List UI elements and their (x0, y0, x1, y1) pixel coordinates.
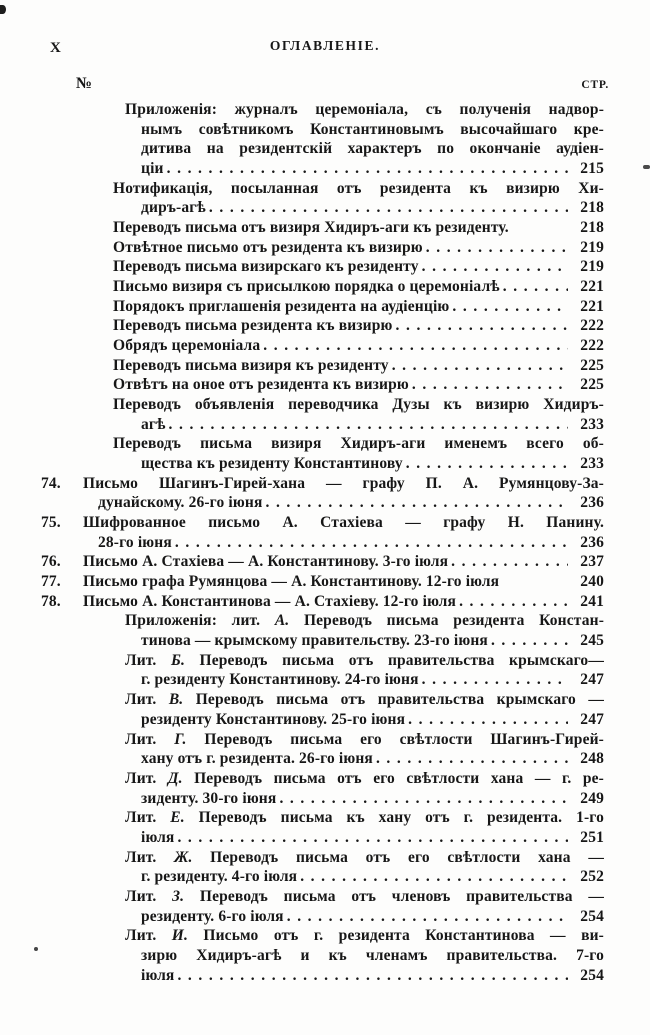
toc-row (0, 120, 650, 140)
toc-row (0, 533, 650, 553)
page-number: 237 (580, 553, 604, 571)
dot-leader (396, 316, 568, 336)
entry-text: Отвѣтъ на оное отъ резидента къ визирю (113, 376, 409, 394)
toc-row (0, 690, 650, 710)
toc-row (0, 100, 650, 120)
page-number: 245 (580, 632, 604, 650)
entry-number: 75. (41, 514, 61, 532)
entry-text-segment: Лит. (125, 809, 171, 827)
toc-row (0, 238, 650, 258)
column-label-number: № (76, 75, 93, 92)
dot-leader (452, 297, 568, 317)
entry-text: іюля (141, 828, 175, 846)
toc-row (0, 552, 650, 572)
entry-text-segment: Переводъ письма отъ правительства крымскаго — (183, 691, 604, 709)
dot-leader (412, 375, 568, 395)
entry-number: 78. (41, 592, 61, 610)
scan-speck (0, 5, 6, 14)
entry-text (125, 691, 604, 708)
entry-text-segment: Лит. (125, 887, 173, 905)
entry-text: Переводъ письма отъ визиря Хидиръ-аги къ резиденту. (113, 219, 509, 237)
page-number: 218 (580, 219, 604, 237)
scan-speck (643, 165, 650, 169)
dot-leader (392, 356, 568, 376)
page-number: 252 (580, 868, 604, 886)
entry-text (125, 849, 604, 866)
toc-row (0, 572, 650, 592)
dot-leader (175, 533, 568, 553)
entry-text: г. резиденту Константинову. 24-го іюня (141, 671, 419, 689)
entry-number: 77. (41, 573, 61, 591)
entry-text (125, 888, 604, 905)
toc-row (0, 297, 650, 317)
toc-row (0, 592, 650, 612)
dot-leader (503, 277, 568, 297)
entry-text-segment: Переводъ письма его свѣтлости Шагинъ-Гирей- (186, 730, 604, 748)
entry-text (125, 612, 604, 629)
entry-text: Письмо визиря съ присылкою порядка о церемоніалѣ (113, 278, 500, 296)
entry-text (125, 731, 604, 748)
page-number: 218 (580, 199, 604, 217)
page-number: 233 (580, 415, 604, 433)
entry-text: дитива на резидентскій характеръ по окончаніе аудіен- (141, 140, 604, 158)
entry-text-segment: Лит. (125, 691, 169, 709)
toc-row (0, 946, 650, 966)
dot-leader (422, 670, 568, 690)
page-number: 247 (580, 710, 604, 728)
entry-text: Письмо Шагинъ-Гирей-хана — графу П. А. Румянцову-За- (83, 474, 604, 492)
toc-row (0, 336, 650, 356)
appendix-letter: Г. (174, 730, 187, 748)
dot-leader (177, 828, 568, 848)
entry-text: Переводъ объявленія переводчика Дузы къ визирю Хидиръ- (113, 396, 604, 414)
entry-text-segment: Лит. (125, 730, 175, 748)
dot-leader (279, 789, 568, 809)
appendix-letter: И. (171, 927, 189, 945)
toc-row (0, 887, 650, 907)
toc-row (0, 828, 650, 848)
entry-text: Шифрованное письмо А. Стахіева — графу Н. Панину. (83, 514, 604, 532)
appendix-letter: Д. (167, 769, 183, 787)
page-number: 222 (580, 317, 604, 335)
toc-row (0, 356, 650, 376)
entry-text: щества къ резиденту Константинову (141, 455, 403, 473)
toc-row (0, 513, 650, 533)
toc-row (0, 179, 650, 199)
toc-row (0, 218, 650, 238)
entry-text: Приложенія: журналъ церемоніала, съ полученія надвор- (125, 101, 604, 118)
entry-text: агѣ (141, 415, 166, 433)
entry-text (125, 770, 604, 787)
dot-leader (459, 592, 568, 612)
appendix-letter: Б. (170, 651, 185, 669)
dot-leader (209, 198, 568, 218)
dot-leader (422, 257, 568, 277)
entry-text-segment: Лит. (125, 927, 172, 945)
toc-row (0, 651, 650, 671)
toc-row (0, 808, 650, 828)
page-number: 251 (580, 828, 604, 846)
toc-row (0, 159, 650, 179)
dot-leader (451, 552, 568, 572)
entry-text: зиденту. 30-го іюня (141, 789, 277, 807)
toc-row (0, 611, 650, 631)
entry-text: Переводъ письма визиря къ резиденту (113, 356, 389, 374)
appendix-letter: Ж. (174, 848, 193, 866)
entry-text: Письмо А. Константинова — А. Стахіеву. 12-го іюля (83, 592, 457, 610)
entry-text: резиденту Константинову. 25-го іюня (141, 710, 406, 728)
toc-row (0, 198, 650, 218)
dot-leader (167, 159, 568, 179)
toc-row (0, 749, 650, 769)
toc-row (0, 316, 650, 336)
dot-leader (265, 493, 568, 513)
entry-text: Письмо А. Стахіева — А. Константинову. 3-го іюля (83, 553, 449, 571)
dot-leader (287, 907, 568, 927)
page-folio: X (50, 40, 62, 56)
toc-row (0, 966, 650, 986)
entry-text: диръ-агѣ (141, 199, 206, 217)
dot-leader (169, 415, 568, 435)
toc-row (0, 769, 650, 789)
page-number: 225 (580, 376, 604, 394)
page-number: 241 (580, 592, 604, 610)
column-label-page: СТР. (581, 79, 609, 91)
appendix-letter: В. (168, 691, 184, 709)
toc-row (0, 493, 650, 513)
entry-text: Переводъ письма резидента къ визирю (113, 317, 393, 335)
dot-leader (263, 336, 568, 356)
page-number: 249 (580, 789, 604, 807)
entry-text-segment: Лит. (125, 769, 168, 787)
toc-row (0, 395, 650, 415)
entry-text-segment: Письмо отъ г. резидента Константинова — ви- (188, 927, 604, 945)
page-number: 221 (580, 297, 604, 315)
entry-text: Переводъ письма визиря Хидиръ-аги именемъ всего об- (113, 435, 604, 453)
page-number: 225 (580, 356, 604, 374)
page-number: 240 (580, 573, 604, 591)
dot-leader (300, 867, 568, 887)
page-number: 247 (580, 671, 604, 689)
entry-text (125, 927, 604, 944)
entry-text: нымъ совѣтникомъ Константиновымъ высочайшаго кре- (141, 120, 604, 138)
entry-number: 74. (41, 474, 61, 492)
entry-text: Обрядъ церемоніала (113, 337, 261, 355)
page-number: 254 (580, 907, 604, 925)
page-number: 233 (580, 455, 604, 473)
dot-leader (408, 710, 568, 730)
toc-row (0, 454, 650, 474)
entry-text: ціи (141, 160, 164, 178)
toc-row (0, 415, 650, 435)
entry-text-segment: Приложенія: лит. (125, 612, 275, 630)
page-number: 236 (580, 533, 604, 551)
entry-text-segment: Переводъ письма отъ его свѣтлости хана — (192, 848, 604, 866)
entry-text: іюля (141, 966, 175, 984)
entry-text-segment: Переводъ письма отъ его свѣтлости хана — г. ре- (182, 769, 604, 787)
entry-text: Отвѣтное письмо отъ резидента къ визирю (113, 238, 423, 256)
entry-text: Нотификація, посыланная отъ резидента къ визирю Хи- (113, 179, 604, 197)
dot-leader (406, 454, 568, 474)
entry-number: 76. (41, 553, 61, 571)
toc-row (0, 789, 650, 809)
toc-row (0, 848, 650, 868)
toc-row (0, 730, 650, 750)
toc-row (0, 907, 650, 927)
page-title: ОГЛАВЛЕНІЕ. (269, 38, 381, 53)
toc-row (0, 670, 650, 690)
entry-text: Переводъ письма визирскаго къ резиденту (113, 258, 419, 276)
page-number: 254 (580, 966, 604, 984)
dot-leader (177, 966, 568, 986)
page-number: 219 (580, 258, 604, 276)
toc-row (0, 710, 650, 730)
dot-leader (491, 631, 568, 651)
entry-text (125, 652, 604, 669)
toc-row (0, 277, 650, 297)
appendix-letter: Е. (170, 809, 185, 827)
entry-text: резиденту. 6-го іюля (141, 907, 284, 925)
entry-text: 28-го іюня (98, 533, 172, 551)
entry-text-segment: Переводъ письма резидента Констан- (289, 612, 604, 630)
toc-row (0, 434, 650, 454)
entry-text: тинова — крымскому правительству. 23-го іюня (141, 632, 488, 650)
dot-leader (426, 238, 568, 258)
toc-row (0, 926, 650, 946)
page-number: 221 (580, 278, 604, 296)
entry-text (125, 809, 604, 826)
toc-row (0, 631, 650, 651)
entry-text-segment: Переводъ письма отъ членовъ правительства — (184, 887, 604, 905)
entry-text-segment: Лит. (125, 848, 175, 866)
page-number: 248 (580, 750, 604, 768)
toc-row (0, 139, 650, 159)
entry-text-segment: Переводъ письма къ хану отъ г. резидента. 1-го (184, 809, 604, 827)
page-number: 222 (580, 337, 604, 355)
toc-list (0, 100, 650, 985)
toc-row (0, 375, 650, 395)
page-number: 236 (580, 494, 604, 512)
entry-text: г. резиденту. 4-го іюля (141, 868, 298, 886)
entry-text: хану отъ г. резидента. 26-го іюня (141, 750, 373, 768)
appendix-letter: З. (172, 887, 185, 905)
entry-text-segment: Лит. (125, 651, 171, 669)
page-number: 215 (580, 160, 604, 178)
entry-text: Порядокъ приглашенія резидента на аудіенцію (113, 297, 450, 315)
toc-row (0, 257, 650, 277)
page-number: 219 (580, 238, 604, 256)
entry-text-segment: Переводъ письма отъ правительства крымскаго— (184, 651, 604, 669)
toc-row (0, 474, 650, 494)
entry-text: зирю Хидиръ-агѣ и къ членамъ правительства. 7-го (141, 946, 604, 964)
entry-text: Письмо графа Румянцова — А. Константинову. 12-го іюля (83, 573, 500, 591)
toc-row (0, 867, 650, 887)
scan-speck (34, 947, 38, 951)
dot-leader (376, 749, 568, 769)
appendix-letter: А. (274, 612, 290, 630)
entry-text: дунайскому. 26-го іюня (98, 494, 263, 512)
